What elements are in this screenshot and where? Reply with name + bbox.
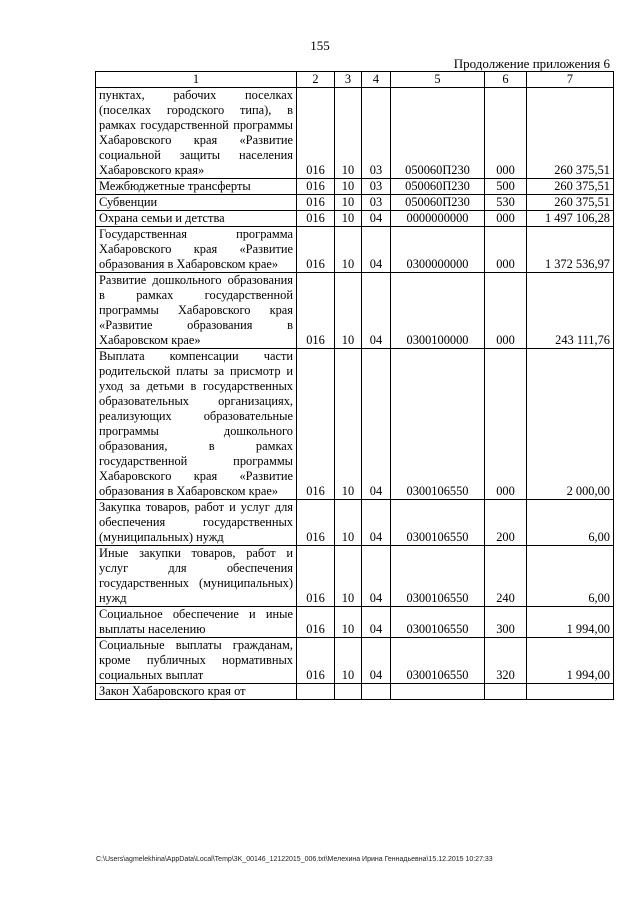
table-row [96, 195, 614, 211]
section-code-cell: 10 [335, 607, 362, 638]
table-header-row [96, 72, 614, 88]
ministry-code-cell: 016 [297, 273, 335, 349]
ministry-code-cell: 016 [297, 179, 335, 195]
section-code-cell: 10 [335, 227, 362, 273]
table-row [96, 88, 614, 179]
amount-cell: 1 497 106,28 [527, 211, 614, 227]
target-article-cell: 0000000000 [391, 211, 485, 227]
ministry-code-cell: 016 [297, 227, 335, 273]
table-row [96, 349, 614, 500]
budget-table [95, 71, 614, 700]
appendix-continuation-label: Продолжение приложения 6 [453, 56, 610, 71]
expense-type-cell: 000 [485, 88, 527, 179]
target-article-cell: 0300106550 [391, 349, 485, 500]
subsection-code-cell: 04 [362, 500, 391, 546]
expense-type-cell: 530 [485, 195, 527, 211]
row-name-cell: Выплата компенсации части родительской платы за присмотр и уход за детьми в государственных образовательных организациях, реализующих образовательные программы дошкольного образования, в рамках государственной программы Хабаровского края «Развитие образования в Хабаровском крае» [96, 349, 297, 500]
amount-cell: 2 000,00 [527, 349, 614, 500]
section-code-cell: 10 [335, 211, 362, 227]
expense-type-cell [485, 684, 527, 700]
amount-cell: 6,00 [527, 500, 614, 546]
row-name-cell: Социальные выплаты гражданам, кроме публичных нормативных социальных выплат [96, 638, 297, 684]
subsection-code-cell: 03 [362, 179, 391, 195]
subsection-code-cell: 04 [362, 638, 391, 684]
row-name-cell: Субвенции [96, 195, 297, 211]
amount-cell: 260 375,51 [527, 195, 614, 211]
table-row [96, 638, 614, 684]
page-number: 155 [310, 38, 330, 53]
subsection-code-cell: 03 [362, 195, 391, 211]
section-code-cell: 10 [335, 546, 362, 607]
column-header: 6 [485, 72, 527, 88]
ministry-code-cell: 016 [297, 607, 335, 638]
table-row [96, 684, 614, 700]
section-code-cell: 10 [335, 195, 362, 211]
table-row [96, 607, 614, 638]
expense-type-cell: 000 [485, 227, 527, 273]
table-row [96, 273, 614, 349]
table-row [96, 211, 614, 227]
target-article-cell: 050060П230 [391, 88, 485, 179]
section-code-cell: 10 [335, 638, 362, 684]
ministry-code-cell: 016 [297, 638, 335, 684]
subsection-code-cell: 04 [362, 227, 391, 273]
subsection-code-cell: 04 [362, 273, 391, 349]
section-code-cell: 10 [335, 500, 362, 546]
subsection-code-cell: 04 [362, 546, 391, 607]
column-header: 3 [335, 72, 362, 88]
section-code-cell: 10 [335, 88, 362, 179]
amount-cell: 260 375,51 [527, 179, 614, 195]
row-name-cell: Социальное обеспечение и иные выплаты населению [96, 607, 297, 638]
subsection-code-cell: 04 [362, 607, 391, 638]
section-code-cell: 10 [335, 179, 362, 195]
column-header: 1 [96, 72, 297, 88]
amount-cell: 1 372 536,97 [527, 227, 614, 273]
column-header: 5 [391, 72, 485, 88]
column-header: 4 [362, 72, 391, 88]
amount-cell: 260 375,51 [527, 88, 614, 179]
column-header: 7 [527, 72, 614, 88]
expense-type-cell: 500 [485, 179, 527, 195]
table-row [96, 500, 614, 546]
expense-type-cell: 000 [485, 349, 527, 500]
column-header: 2 [297, 72, 335, 88]
amount-cell: 243 111,76 [527, 273, 614, 349]
row-name-cell: Закупка товаров, работ и услуг для обеспечения государственных (муниципальных) нужд [96, 500, 297, 546]
subsection-code-cell: 04 [362, 349, 391, 500]
target-article-cell: 0300000000 [391, 227, 485, 273]
expense-type-cell: 200 [485, 500, 527, 546]
row-name-cell: Государственная программа Хабаровского края «Развитие образования в Хабаровском крае» [96, 227, 297, 273]
target-article-cell: 0300100000 [391, 273, 485, 349]
expense-type-cell: 000 [485, 273, 527, 349]
expense-type-cell: 320 [485, 638, 527, 684]
target-article-cell: 050060П230 [391, 179, 485, 195]
row-name-cell: Развитие дошкольного образования в рамках государственной программы Хабаровского края «Развитие образования в Хабаровском крае» [96, 273, 297, 349]
target-article-cell: 0300106550 [391, 607, 485, 638]
amount-cell [527, 684, 614, 700]
expense-type-cell: 000 [485, 211, 527, 227]
ministry-code-cell: 016 [297, 195, 335, 211]
section-code-cell: 10 [335, 349, 362, 500]
subsection-code-cell: 04 [362, 211, 391, 227]
target-article-cell [391, 684, 485, 700]
target-article-cell: 0300106550 [391, 500, 485, 546]
target-article-cell: 050060П230 [391, 195, 485, 211]
row-name-cell: Закон Хабаровского края от [96, 684, 297, 700]
target-article-cell: 0300106550 [391, 546, 485, 607]
ministry-code-cell: 016 [297, 500, 335, 546]
ministry-code-cell [297, 684, 335, 700]
expense-type-cell: 300 [485, 607, 527, 638]
ministry-code-cell: 016 [297, 546, 335, 607]
subsection-code-cell: 03 [362, 88, 391, 179]
file-path-footer: C:\Users\agmelekhina\AppData\Local\Temp\3K_00146_12122015_006.txt\Мелехина Ирина Геннадьевна\15.12.2015 10:27:33 [96, 856, 493, 863]
ministry-code-cell: 016 [297, 211, 335, 227]
expense-type-cell: 240 [485, 546, 527, 607]
row-name-cell: Охрана семьи и детства [96, 211, 297, 227]
amount-cell: 1 994,00 [527, 638, 614, 684]
table-row [96, 179, 614, 195]
row-name-cell: Межбюджетные трансферты [96, 179, 297, 195]
target-article-cell: 0300106550 [391, 638, 485, 684]
section-code-cell: 10 [335, 273, 362, 349]
ministry-code-cell: 016 [297, 349, 335, 500]
table-row [96, 546, 614, 607]
ministry-code-cell: 016 [297, 88, 335, 179]
row-name-cell: пунктах, рабочих поселках (поселках городского типа), в рамках государственной программы Хабаровского края «Развитие социальной защиты населения Хабаровского края» [96, 88, 297, 179]
table-row [96, 227, 614, 273]
subsection-code-cell [362, 684, 391, 700]
row-name-cell: Иные закупки товаров, работ и услуг для обеспечения государственных (муниципальных) нужд [96, 546, 297, 607]
section-code-cell [335, 684, 362, 700]
amount-cell: 1 994,00 [527, 607, 614, 638]
amount-cell: 6,00 [527, 546, 614, 607]
